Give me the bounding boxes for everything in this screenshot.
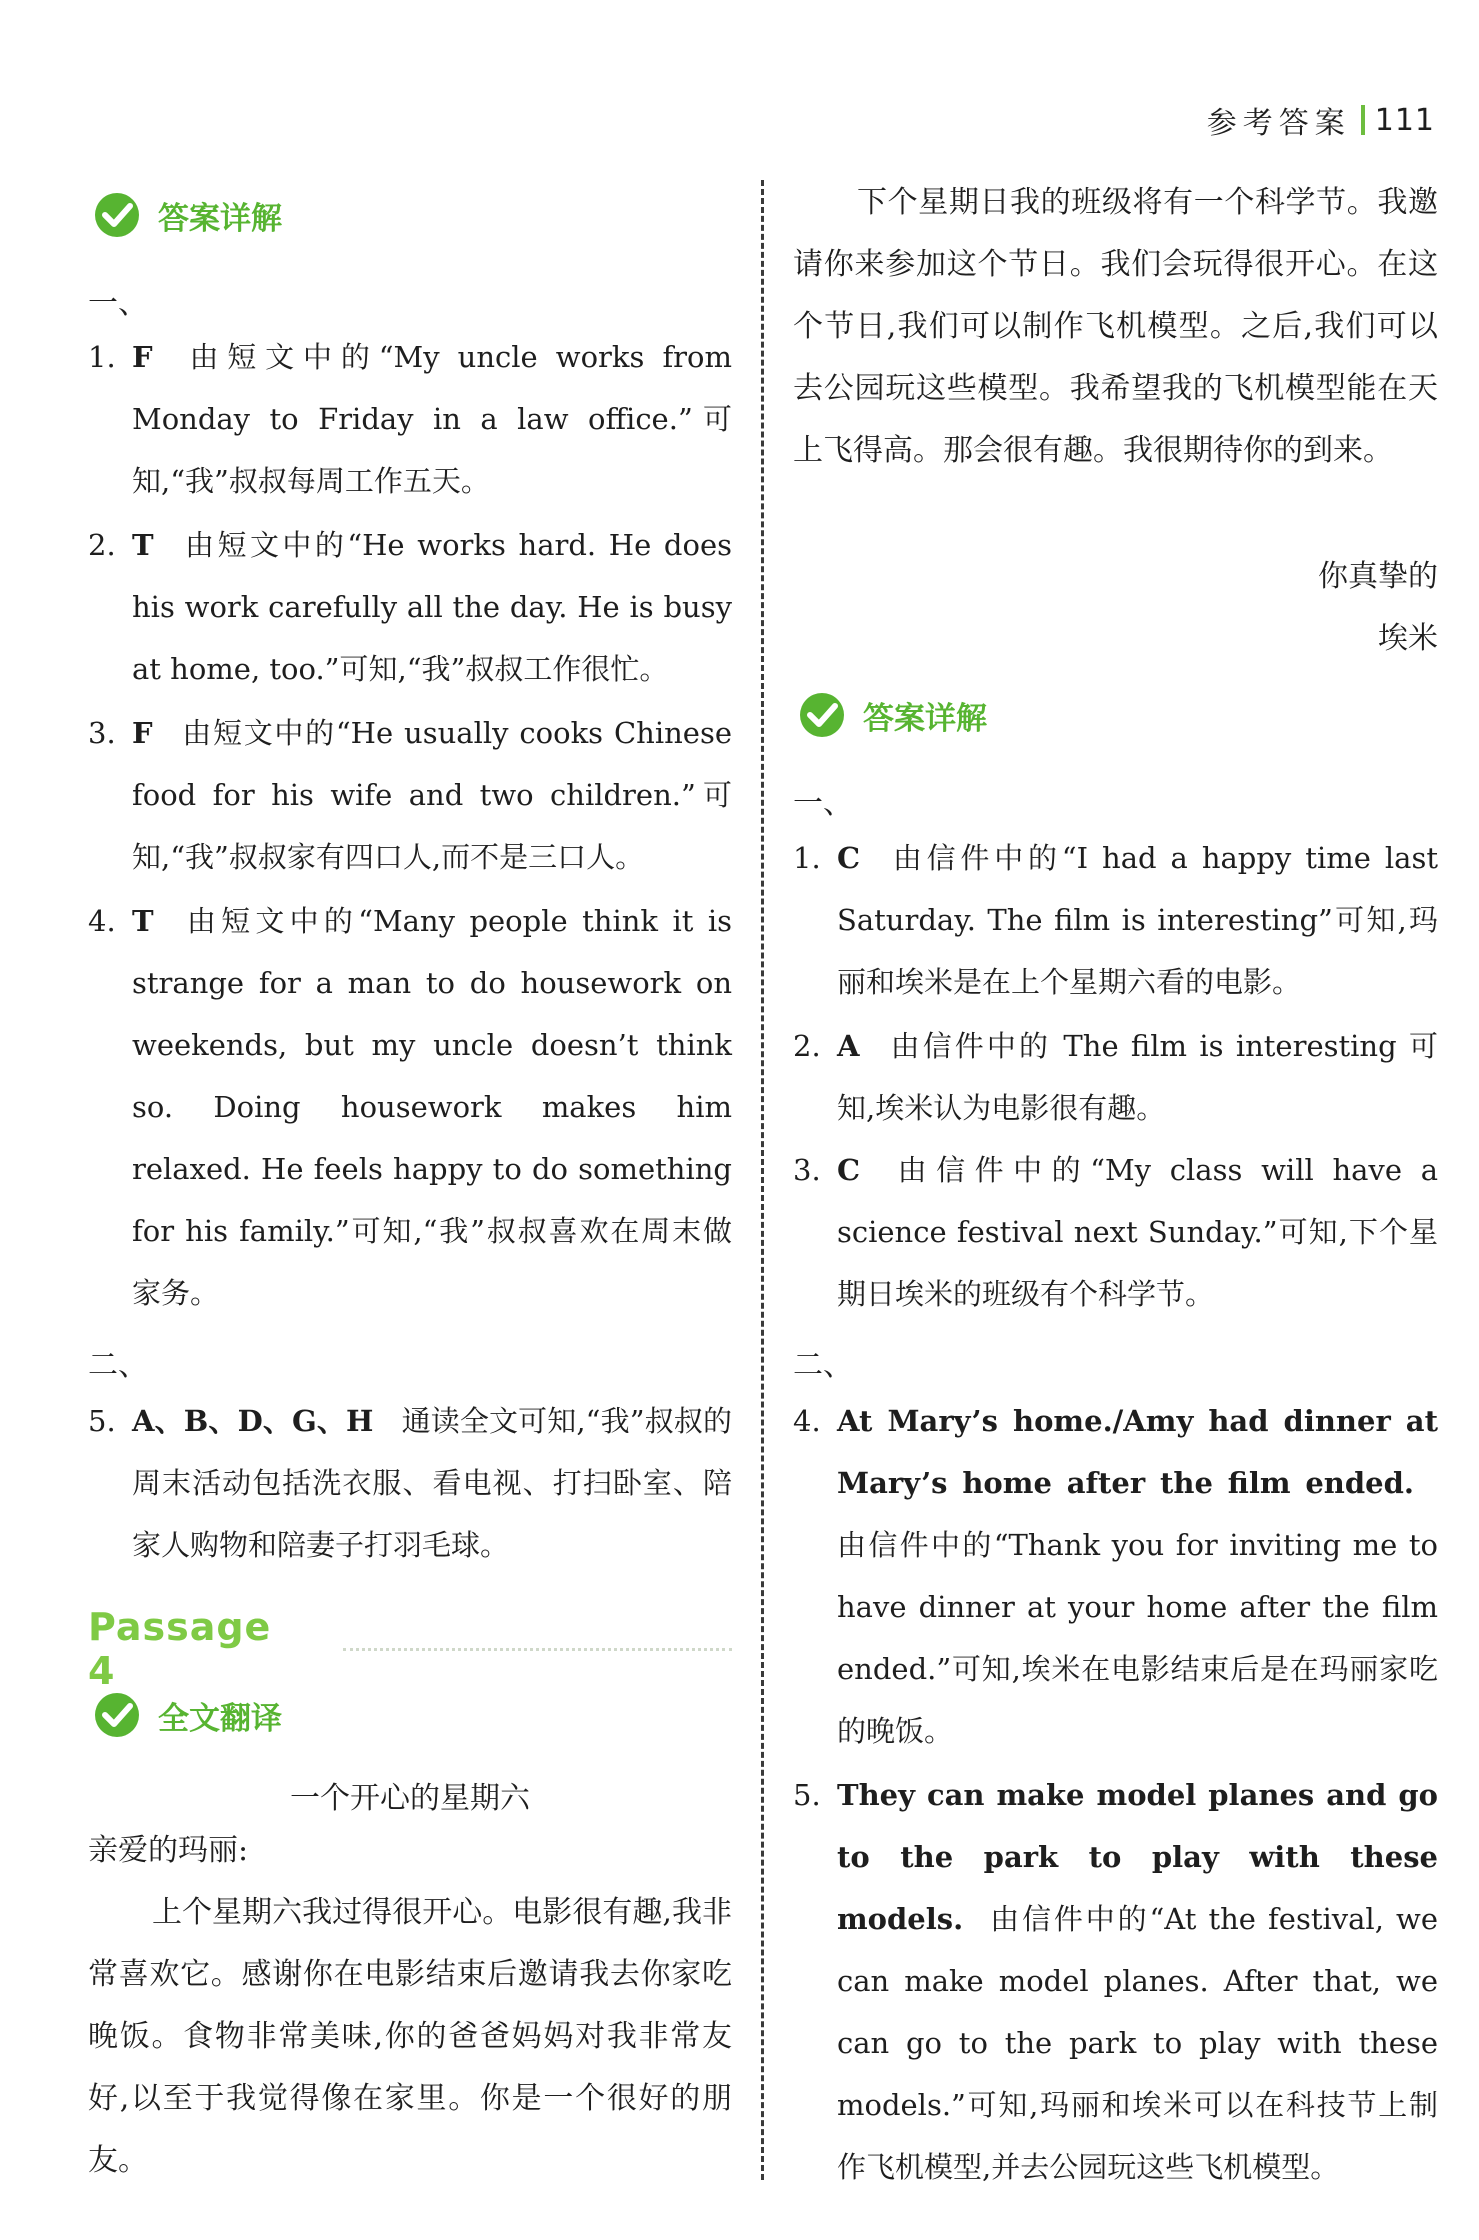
explanation-text: 由短文中的“He usually cooks Chinese food for his wife and two children.”可知,“我”叔叔家有四口人,而不是三口人。 [132, 716, 732, 874]
answer-letter: A [837, 1029, 860, 1063]
page-number: 111 [1374, 102, 1435, 138]
passage-title [88, 1605, 732, 1693]
explanation-text: 由短文中的“Many people think it is strange for a man to do housework on weekends, but my uncle doesn’t think so. Doing housework makes him relaxed. He feels happy to do something for his family.”可知,“我”叔叔喜欢在周末做家务。 [132, 904, 732, 1310]
item-number: 5. [88, 1404, 116, 1438]
answers-heading-text: 答案详解 [863, 700, 987, 737]
item-number: 2. [88, 528, 116, 562]
item-number: 3. [88, 716, 116, 750]
item-number: 2. [793, 1029, 821, 1063]
answer-item-5 [793, 1764, 1438, 2198]
translation-heading-text: 全文翻译 [158, 1700, 282, 1737]
explanation-text: 由信件中的 The film is interesting 可知,埃米认为电影很有趣。 [837, 1029, 1438, 1125]
explanation-text: 通读全文可知,“我”叔叔的周末活动包括洗衣服、看电视、打扫卧室、陪家人购物和陪妻子打羽毛球。 [132, 1404, 733, 1562]
translation-heading [92, 1690, 282, 1740]
answer-item-2 [793, 1015, 1438, 1139]
check-circle-icon [92, 1690, 142, 1740]
answer-sentence: They can make model planes and go to the park to play with these models. [837, 1778, 1438, 1936]
letter-signature: 埃米 [1378, 621, 1438, 656]
letter-paragraph-1: 上个星期六我过得很开心。电影很有趣,我非常喜欢它。感谢你在电影结束后邀请我去你家吃晚饭。食物非常美味,你的爸爸妈妈对我非常友好,以至于我觉得像在家里。你是一个很好的朋友。 [88, 1895, 732, 2178]
part-two-label: 二、 [793, 1348, 853, 1383]
dotted-rule [343, 1648, 732, 1651]
answer-letter: F [132, 340, 153, 374]
item-number: 3. [793, 1153, 821, 1187]
part-one-label: 一、 [793, 786, 853, 821]
salutation: 亲爱的玛丽: [88, 1833, 249, 1868]
page-header [1207, 98, 1435, 142]
answer-item-1 [88, 326, 732, 512]
answer-letter: C [837, 1153, 861, 1187]
answer-item-2 [88, 514, 732, 700]
answers-heading-right [797, 690, 987, 740]
item-number: 5. [793, 1778, 821, 1812]
answer-letter: T [132, 528, 154, 562]
answer-item-1 [793, 827, 1438, 1013]
answer-item-4 [793, 1390, 1438, 1762]
answer-letters: A、B、D、G、H [132, 1404, 374, 1438]
answer-letter: F [132, 716, 153, 750]
header-separator [1361, 105, 1365, 135]
explanation-text: 由信件中的“Thank you for inviting me to have dinner at your home after the film ended.”可知,埃米在电影结束后是在玛丽家吃的晚饭。 [837, 1528, 1438, 1748]
item-number: 1. [793, 841, 821, 875]
explanation-text: 由信件中的“I had a happy time last Saturday. The film is interesting”可知,玛丽和埃米是在上个星期六看的电影。 [837, 841, 1438, 999]
answer-letter: T [132, 904, 154, 938]
answers-heading-left [92, 190, 282, 240]
story-title: 一个开心的星期六 [290, 1781, 530, 1816]
answer-letter: C [837, 841, 861, 875]
item-number: 4. [88, 904, 116, 938]
part-two-label: 二、 [88, 1348, 148, 1383]
answer-item-3 [793, 1139, 1438, 1325]
explanation-text: 由信件中的“At the festival, we can make model planes. After that, we can go to the park to play with these models.”可知,玛丽和埃米可以在科技节上制作飞机模型,并去公园玩这些飞机模型。 [837, 1902, 1438, 2184]
part-one-label: 一、 [88, 286, 148, 321]
answer-item-5 [88, 1390, 732, 1576]
item-number: 1. [88, 340, 116, 374]
explanation-text: 由信件中的“My class will have a science festival next Sunday.”可知,下个星期日埃米的班级有个科学节。 [837, 1153, 1438, 1311]
passage-title-text: Passage 4 [88, 1605, 272, 1693]
answers-heading-text: 答案详解 [158, 200, 282, 237]
check-circle-icon [92, 190, 142, 240]
answer-item-4 [88, 890, 732, 1324]
letter-paragraph-2: 下个星期日我的班级将有一个科学节。我邀请你来参加这个节日。我们会玩得很开心。在这个节日,我们可以制作飞机模型。之后,我们可以去公园玩这些模型。我希望我的飞机模型能在天上飞得高。那会很有趣。我很期待你的到来。 [793, 185, 1438, 468]
column-divider [761, 180, 764, 2180]
answer-sentence: At Mary’s home./Amy had dinner at Mary’s home after the film ended. [837, 1404, 1438, 1500]
item-number: 4. [793, 1404, 821, 1438]
header-label: 参考答案 [1206, 106, 1351, 141]
letter-closing: 你真挚的 [1318, 559, 1438, 594]
explanation-text: 由短文中的“He works hard. He does his work carefully all the day. He is busy at home, too.”可知,“我”叔叔工作很忙。 [132, 528, 732, 686]
check-circle-icon [797, 690, 847, 740]
explanation-text: 由短文中的“My uncle works from Monday to Friday in a law office.”可知,“我”叔叔每周工作五天。 [132, 340, 732, 498]
answer-item-3 [88, 702, 732, 888]
